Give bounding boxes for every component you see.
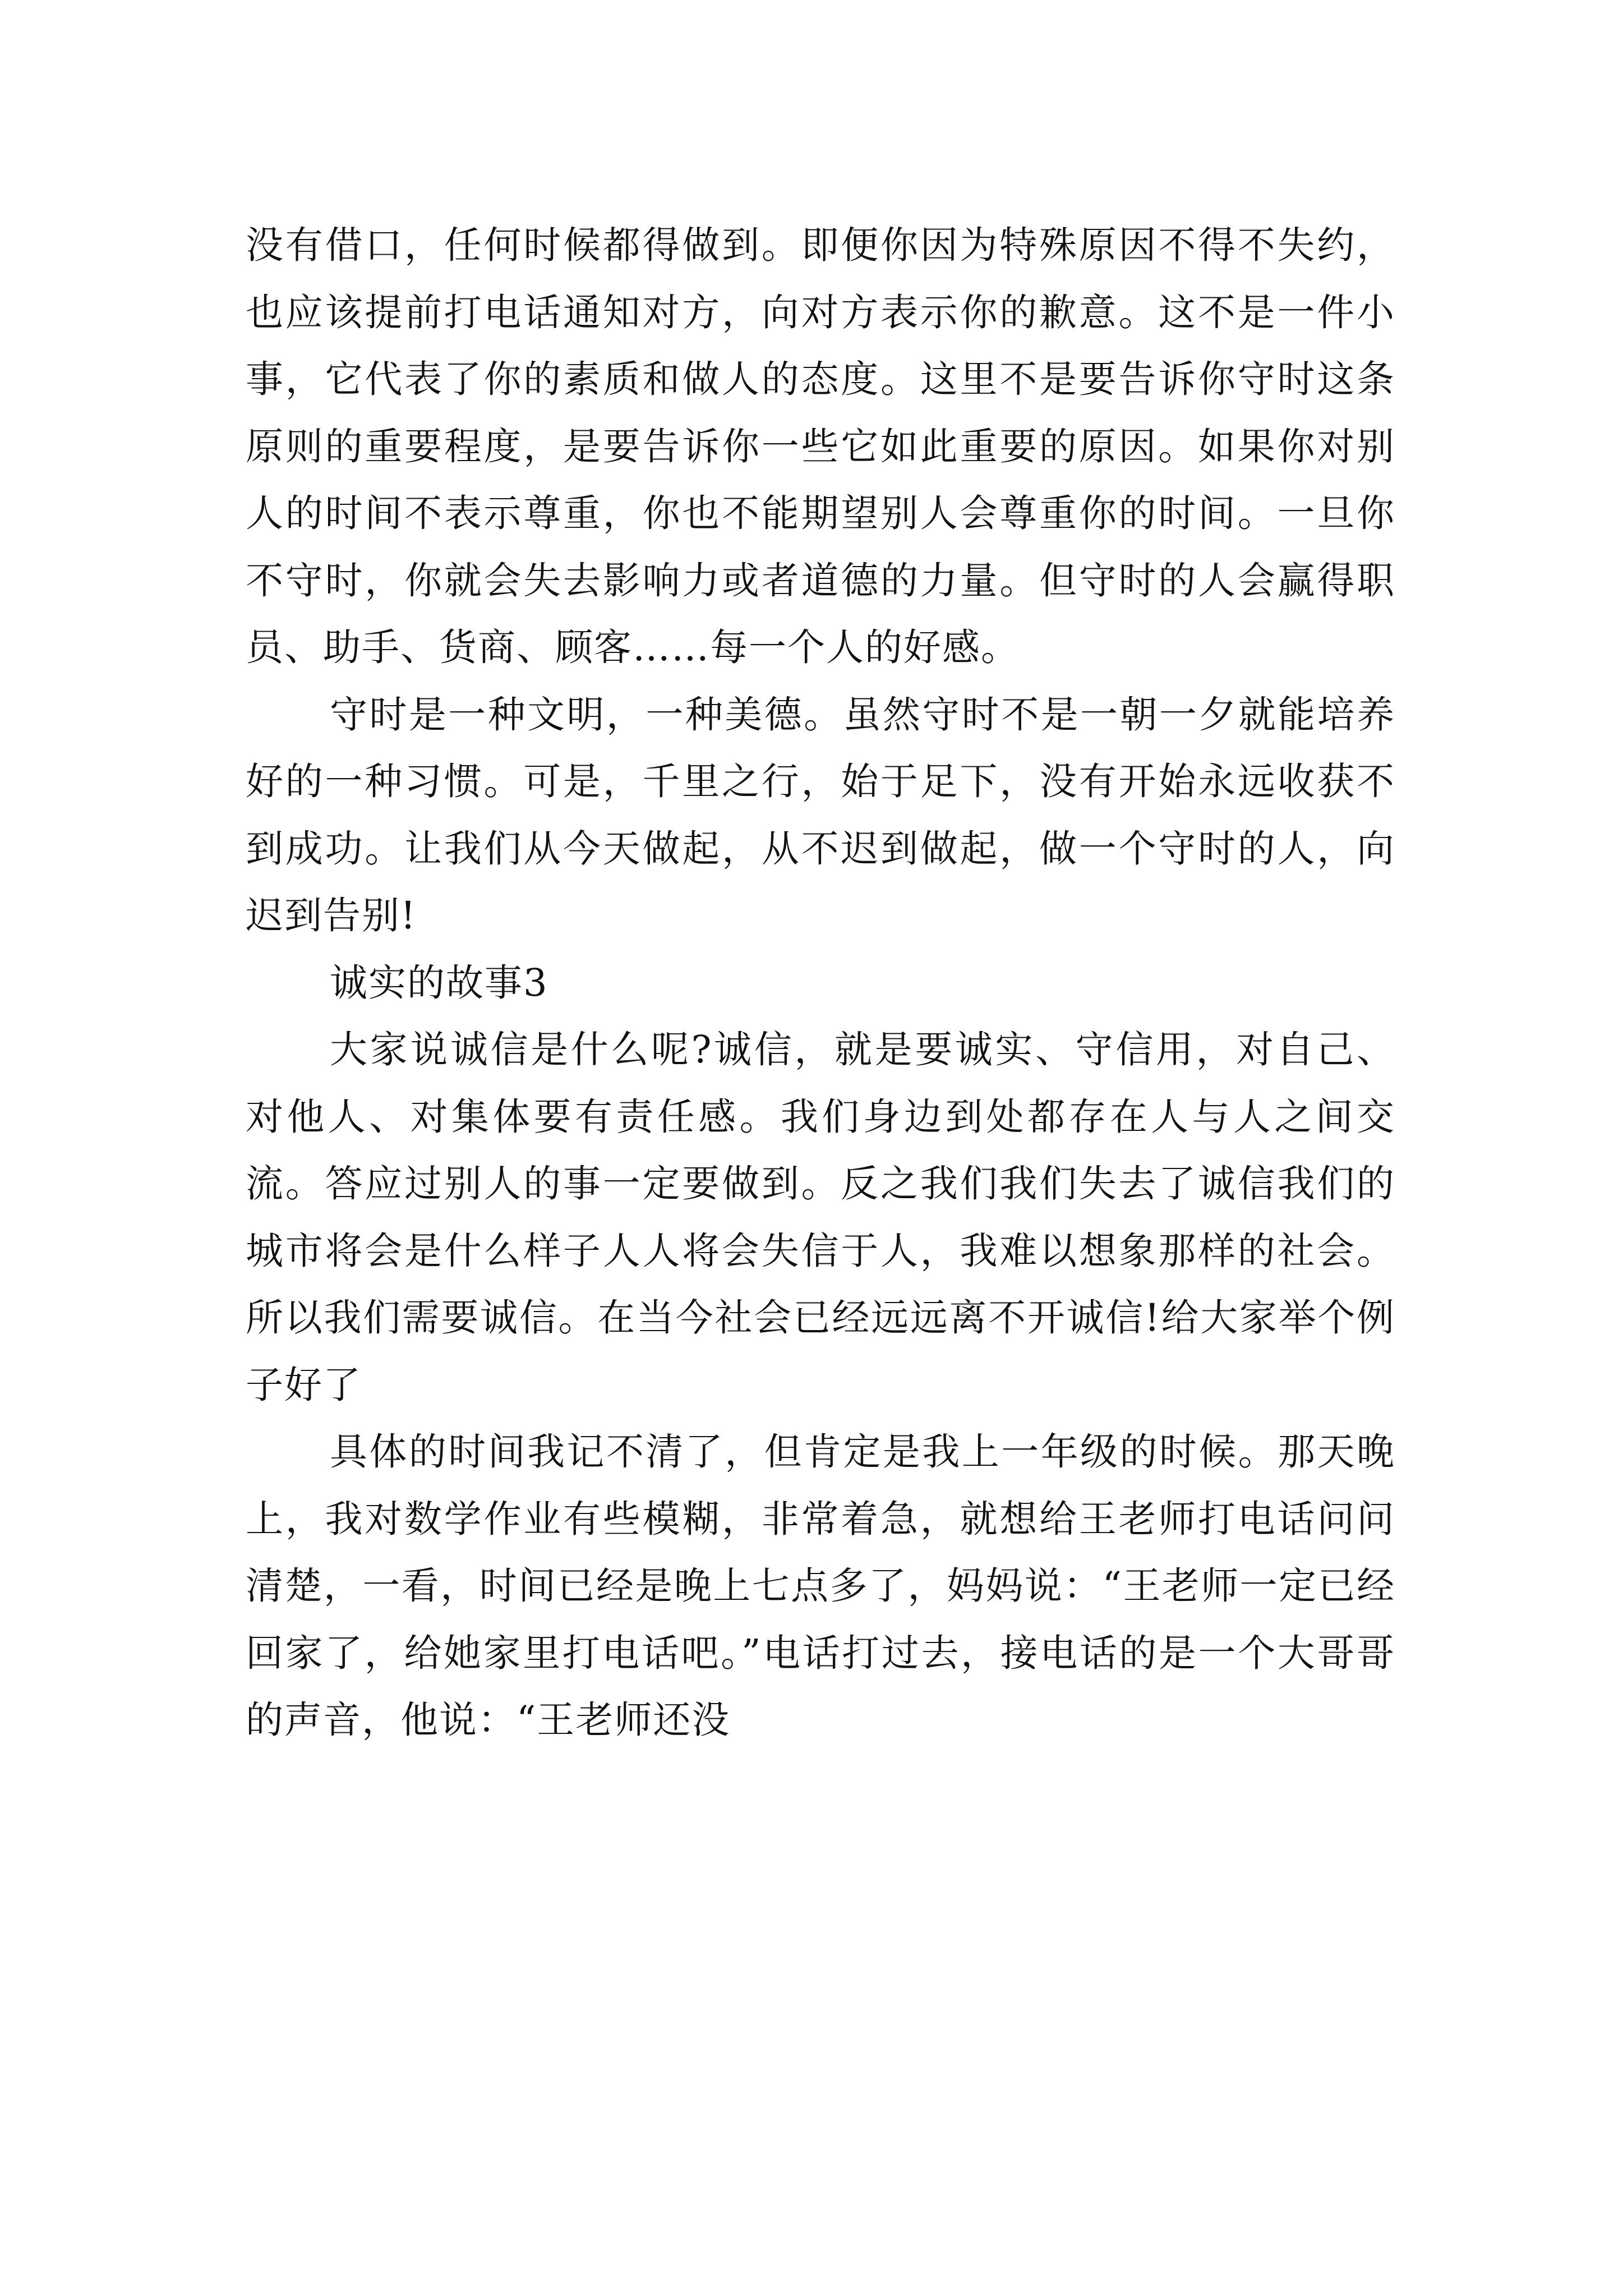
paragraph-story: 具体的时间我记不清了，但肯定是我上一年级的时候。那天晚上，我对数学作业有些模糊，非常着急，就想给王老师打电话问问清楚，一看，时间已经是晚上七点多了，妈妈说：“王老师一定已经回家了，给她家里打电话吧。”电话打过去，接电话的是一个大哥哥的声音，他说：“王老师还没 bbox=[246, 1430, 1395, 1742]
paragraph-continued: 没有借口，任何时候都得做到。即便你因为特殊原因不得不失约，也应该提前打电话通知对方，向对方表示你的歉意。这不是一件小事，它代表了你的素质和做人的态度。这里不是要告诉你守时这条原则的重要程度，是要告诉你一些它如此重要的原因。如果你对别人的时间不表示尊重，你也不能期望别人会尊重你的时间。一旦你不守时，你就会失去影响力或者道德的力量。但守时的人会赢得职员、助手、货商、顾客……每一个人的好感。 bbox=[246, 223, 1395, 669]
section-heading: 诚实的故事3 bbox=[330, 960, 548, 1005]
document-body bbox=[246, 212, 1395, 1754]
paragraph-punctuality: 守时是一种文明，一种美德。虽然守时不是一朝一夕就能培养好的一种习惯。可是，千里之行，始于足下，没有开始永远收获不到成功。让我们从今天做起，从不迟到做起，做一个守时的人，向迟到告别! bbox=[246, 692, 1395, 937]
paragraph-integrity: 大家说诚信是什么呢?诚信，就是要诚实、守信用，对自己、对他人、对集体要有责任感。我们身边到处都存在人与人之间交流。答应过别人的事一定要做到。反之我们我们失去了诚信我们的城市将会是什么样子人人将会失信于人，我难以想象那样的社会。所以我们需要诚信。在当今社会已经远远离不开诚信!给大家举个例子好了 bbox=[246, 1028, 1395, 1407]
